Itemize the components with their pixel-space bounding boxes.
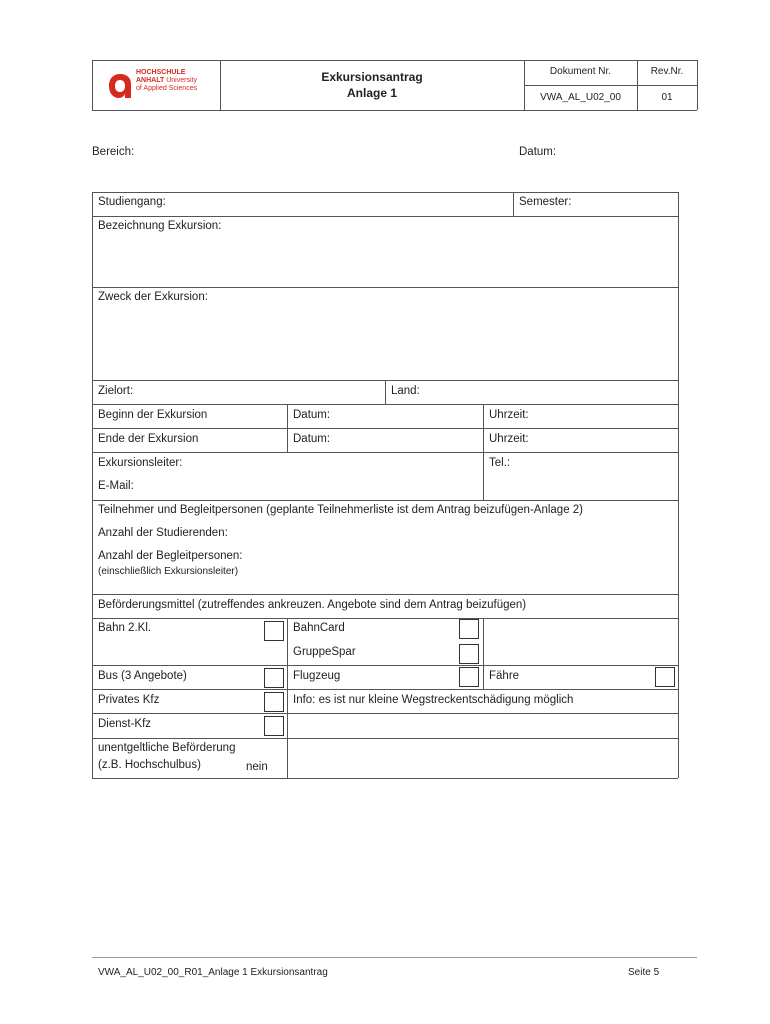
zielort-label: Zielort:	[98, 385, 134, 397]
bahn-label: Bahn 2.Kl.	[98, 622, 152, 634]
dienst-checkbox[interactable]	[264, 716, 284, 736]
gruppespar-checkbox[interactable]	[459, 644, 479, 664]
semester-label: Semester:	[519, 196, 572, 208]
bus-checkbox[interactable]	[264, 668, 284, 688]
gruppespar-label: GruppeSpar	[293, 646, 356, 658]
befoerderung-label: Beförderungsmittel (zutreffendes ankreuzen. Angebote sind dem Antrag beizufügen)	[98, 599, 527, 611]
bus-label: Bus (3 Angebote)	[98, 670, 187, 682]
logo-text	[136, 69, 197, 93]
flugzeug-checkbox[interactable]	[459, 667, 479, 687]
dienst-label: Dienst-Kfz	[98, 718, 152, 730]
bahncard-checkbox[interactable]	[459, 619, 479, 639]
hochschule-anhalt-logo-icon	[107, 68, 133, 100]
faehre-checkbox[interactable]	[655, 667, 675, 687]
anzahl-begleit-label: Anzahl der Begleitpersonen:	[98, 550, 243, 562]
bezeichnung-label: Bezeichnung Exkursion:	[98, 220, 222, 232]
flugzeug-label: Flugzeug	[293, 670, 341, 682]
logo-line2-rest: University	[164, 77, 197, 84]
footer-page: Seite 5	[628, 967, 660, 978]
footer-rule	[92, 957, 697, 958]
nein-label: nein	[246, 761, 268, 773]
studiengang-label: Studiengang:	[98, 196, 166, 208]
unentgeltlich-label-2: (z.B. Hochschulbus)	[98, 759, 201, 771]
beginn-uhrzeit-label: Uhrzeit:	[489, 409, 529, 421]
doc-subtitle: Anlage 1	[346, 86, 397, 100]
ende-uhrzeit-label: Uhrzeit:	[489, 433, 529, 445]
anzahl-studierende-label: Anzahl der Studierenden:	[98, 527, 228, 539]
doc-nr-label: Dokument Nr.	[549, 66, 612, 77]
unentgeltlich-label-1: unentgeltliche Beförderung	[98, 742, 236, 754]
privat-checkbox[interactable]	[264, 692, 284, 712]
bahn-checkbox[interactable]	[264, 621, 284, 641]
datum-label: Datum:	[519, 146, 557, 158]
beginn-datum-label: Datum:	[293, 409, 331, 421]
faehre-label: Fähre	[489, 670, 520, 682]
email-label: E-Mail:	[98, 480, 134, 492]
logo-line3: of Applied Sciences	[136, 85, 198, 92]
zweck-label: Zweck der Exkursion:	[98, 291, 208, 303]
teilnehmer-label: Teilnehmer und Begleitpersonen (geplante Teilnehmerliste ist dem Antrag beizufügen-Anlage 2)	[98, 504, 584, 516]
tel-label: Tel.:	[489, 457, 511, 469]
rev-value: 01	[661, 92, 673, 103]
bahncard-label: BahnCard	[293, 622, 345, 634]
doc-nr-value: VWA_AL_U02_00	[540, 92, 621, 103]
beginn-label: Beginn der Exkursion	[98, 409, 208, 421]
info-text: Info: es ist nur kleine Wegstreckentschädigung möglich	[293, 694, 574, 706]
ende-datum-label: Datum:	[293, 433, 331, 445]
footer-left: VWA_AL_U02_00_R01_Anlage 1 Exkursionsantrag	[98, 967, 328, 978]
logo-line1: HOCHSCHULE	[136, 69, 186, 76]
logo-line2-bold: ANHALT	[136, 77, 165, 84]
privat-label: Privates Kfz	[98, 694, 160, 706]
leiter-label: Exkursionsleiter:	[98, 457, 183, 469]
bereich-label: Bereich:	[92, 146, 135, 158]
ende-label: Ende der Exkursion	[98, 433, 199, 445]
doc-title: Exkursionsantrag	[321, 70, 423, 84]
rev-label: Rev.Nr.	[650, 66, 684, 77]
anzahl-begleit-note: (einschließlich Exkursionsleiter)	[98, 566, 239, 577]
land-label: Land:	[391, 385, 420, 397]
